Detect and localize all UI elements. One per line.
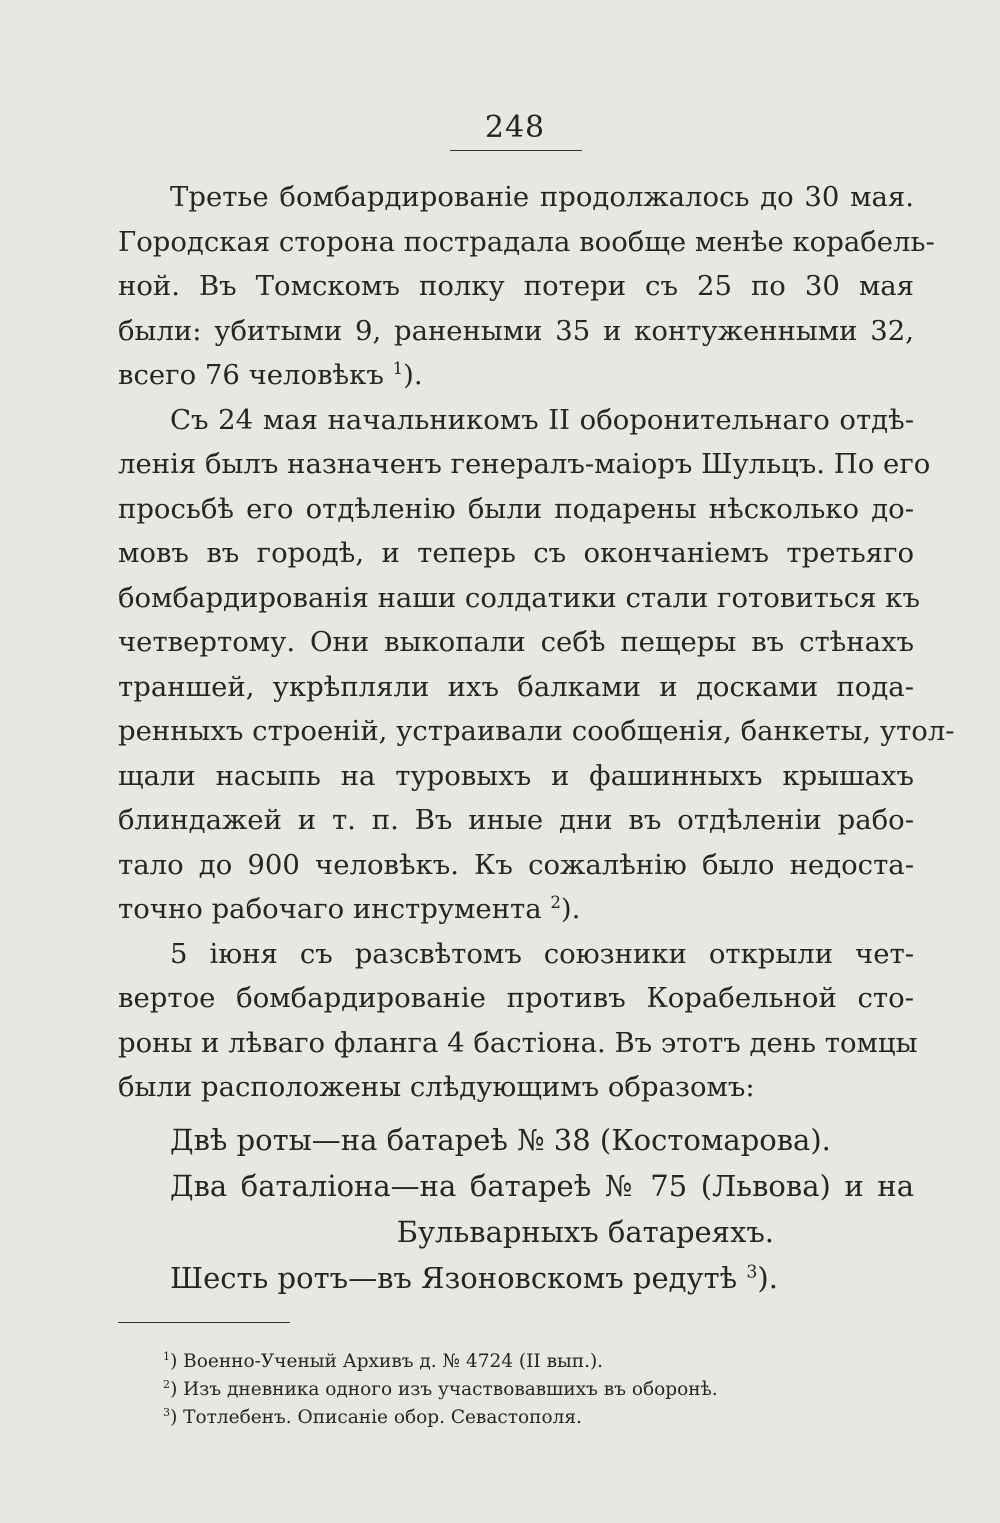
text-line: траншей, укрѣпляли ихъ балками и досками пода- <box>118 670 914 703</box>
body-text <box>118 175 955 1110</box>
text-line <box>118 887 914 932</box>
footnote-ref-tail: ). <box>560 893 581 925</box>
text-line-content: точно рабочаго инструмента <box>118 893 542 925</box>
text-line-content: всего 76 человѣкъ <box>118 359 384 391</box>
text-line: щали насыпь на туровыхъ и фашинныхъ крышахъ <box>118 759 914 792</box>
text-line: ленія былъ назначенъ генералъ-маіоръ Шульцъ. По его <box>118 448 931 480</box>
header-rule <box>450 150 582 151</box>
footnote-3 <box>163 1404 718 1432</box>
deployment-list <box>170 1117 914 1301</box>
paragraph-3 <box>118 932 918 1110</box>
text-line: Городская сторона пострадала вообще менѣе корабель- <box>118 225 935 258</box>
page-number: 248 <box>484 110 546 145</box>
footnote-ref-1: 1 <box>392 358 404 378</box>
paragraph-2 <box>118 398 955 932</box>
footnote-text: ) Военно-Ученый Архивъ д. № 4724 (II вып.). <box>170 1351 604 1372</box>
list-item: Два баталіона—на батареѣ № 75 (Львова) и на <box>170 1169 914 1203</box>
footnote-text: ) Изъ дневника одного изъ участвовавшихъ въ оборонѣ. <box>170 1379 718 1400</box>
paragraph-1 <box>118 175 935 398</box>
footnotes <box>163 1348 718 1432</box>
footnote-2 <box>163 1376 718 1404</box>
footnote-1 <box>163 1348 718 1376</box>
text-line: бомбардированія наши солдатики стали готовиться къ <box>118 581 920 614</box>
text-line: тало до 900 человѣкъ. Къ сожалѣнію было недоста- <box>118 848 914 881</box>
text-line: ной. Въ Томскомъ полку потери съ 25 по 30 мая <box>118 270 914 302</box>
text-line: блиндажей и т. п. Въ иные дни въ отдѣленіи рабо- <box>118 804 914 836</box>
footnote-mark: 3 <box>163 1405 171 1419</box>
footnote-ref-2: 2 <box>550 892 561 912</box>
list-item <box>170 1255 914 1301</box>
text-line: были расположены слѣдующимъ образомъ: <box>118 1071 755 1103</box>
footnote-ref-tail: ). <box>757 1261 778 1295</box>
text-line: четвертому. Они выкопали себѣ пещеры въ стѣнахъ <box>118 626 914 658</box>
footnote-ref-3: 3 <box>746 1262 758 1283</box>
text-line: ренныхъ строеній, устраивали сообщенія, банкеты, утол- <box>118 715 955 747</box>
text-line: Съ 24 мая начальникомъ II оборонительнаго отдѣ- <box>170 403 914 436</box>
text-line: просьбѣ его отдѣленію были подарены нѣсколько до- <box>118 492 914 525</box>
footnote-text: ) Тотлебенъ. Описаніе обор. Севастополя. <box>170 1407 582 1428</box>
text-line: 5 іюня съ разсвѣтомъ союзники открыли чет- <box>170 937 914 970</box>
text-line: вертое бомбардированіе противъ Корабельной сто- <box>118 982 914 1014</box>
text-line: были: убитыми 9, ранеными 35 и контуженными 32, <box>118 314 914 347</box>
text-line: роны и лѣваго фланга 4 бастіона. Въ этотъ день томцы <box>118 1026 918 1059</box>
list-item-content: Шесть ротъ—въ Язоновскомъ редутѣ <box>170 1261 738 1295</box>
text-line <box>118 353 914 398</box>
list-item: Бульварныхъ батареяхъ. <box>396 1215 774 1249</box>
footnote-ref-tail: ). <box>403 359 423 391</box>
footnote-mark: 2 <box>163 1377 171 1391</box>
text-line: Третье бомбардированіе продолжалось до 30 мая. <box>170 181 914 213</box>
list-item: Двѣ роты—на батареѣ № 38 (Костомарова). <box>170 1123 831 1157</box>
footnote-mark: 1 <box>163 1349 171 1363</box>
text-line: мовъ въ городѣ, и теперь съ окончаніемъ третьяго <box>118 537 914 569</box>
footnote-rule <box>118 1322 290 1323</box>
